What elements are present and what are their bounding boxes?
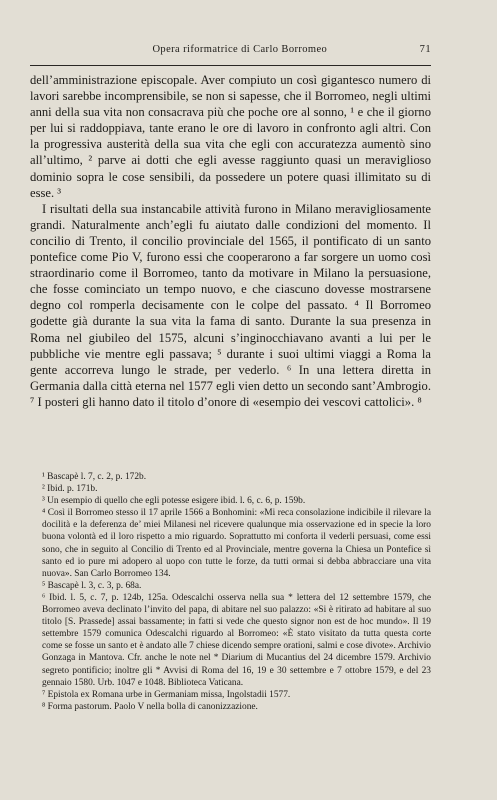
running-title: Opera riformatrice di Carlo Borromeo	[152, 44, 328, 55]
running-header	[30, 44, 431, 55]
footnote: ¹ Bascapè l. 7, c. 2, p. 172b.	[42, 472, 147, 482]
header-rule	[30, 65, 431, 66]
footnote: ⁶ Ibid. l. 5, c. 7, p. 124b, 125a. Odescalchi osserva nella sua * lettera del 12 settembre 1579, che Borromeo aveva declinato l’invito del papa, di abitare nel suo palazzo: «Si è ritirato ad habitare al suo titolo [S. Prassede] assai bassamente; in fatti si vede che questo signor non est de hoc mundo». Il 19 settembre 1579 comunica Odescalchi riguardo al Borromeo: «È stato visitato da tutta questa corte come se fosse un santo et è andato alle 7 chiese dicendo sempre orationi, salmi e cose divote». Archivio Gonzaga in Mantova. Cfr. anche le note nel * Diarium di Mucantius del 24 dicembre 1579. Archivio segreto pontificio; inoltre gli * Avvisi di Roma del 16, 19 e 30 settembre e 7 ottobre 1579, e del 23 gennaio 1580. Urb. 1047 e 1048. Biblioteca Vaticana.	[42, 592, 431, 688]
footnotes	[30, 471, 431, 713]
main-text	[30, 72, 431, 410]
footnote: ⁴ Così il Borromeo stesso il 17 aprile 1566 a Bonhomini: «Mi reca consolazione indicibile il rilevare la docilità e la deferenza de’ miei Milanesi nel ricevere qualunque mia osservazione ed in specie la loro buona volontà ed il loro rispetto a mio riguardo. Soprattutto mi conforta il vederli persuasi, come essi sono, che in seguito al Concilio di Trento ed al Provinciale, mentre governa la Chiesa un Pontefice sì santo ed io pure mi adopero al uopo con tutte le forze, da tutti ormai si debba abbracciare una vita nuova». San Carlo Borromeo 134.	[42, 508, 431, 579]
paragraph: dell’amministrazione episcopale. Aver compiuto un così gigantesco numero di lavori sarebbe incomprensibile, se non si sapesse, che il Borromeo, negli ultimi anni della sua vita non consacrava più che poche ore al sonno, ¹ e che il giorno per lui si raddoppiava, tante erano le ore di lavoro in confronto agli altri. Con la progressiva austerità della sua vita che egli con accuratezza aumentò sino all’ultimo, ² parve ai dotti che egli avesse raggiunto quasi un meraviglioso dominio sopra le cose sensibili, da possedere un potere quasi illimitato su di esse. ³	[30, 73, 431, 200]
footnote: ⁸ Forma pastorum. Paolo V nella bolla di canonizzazione.	[42, 701, 258, 712]
paragraph: I risultati della sua instancabile attività furono in Milano meravigliosamente grandi. Naturalmente anch’egli fu aiutato dalle condizioni del momento. Il concilio di Trento, il concilio provinciale del 1565, il pontificato di un santo pontefice come Pio V, furono essi che cooperarono a far sorgere un uomo così straordinario come il Borromeo, tanto da motivare in Milano la persuasione, che fosse cominciato un tempo nuovo, e che ciascuno dovesse mostrarsene degno col romperla decisamente con le colpe del passato. ⁴ Il Borromeo godette già durante la sua vita la fama di santo. Durante la sua presenza in Roma nel giubileo del 1575, alcuni s’inginocchiavano avanti a lui per le pubbliche vie mentre egli passava; ⁵ durante i suoi ultimi viaggi a Roma la gente accorreva lungo le strade, per vederlo. ⁶ In una lettera diretta in Germania dalla città eterna nel 1577 egli vien detto un secondo sant’Ambrogio. ⁷ I posteri gli hanno dato il titolo d’onore di «esempio dei vescovi cattolici». ⁸	[30, 201, 431, 409]
footnote: ³ Un esempio di quello che egli potesse esigere ibid. l. 6, c. 6, p. 159b.	[42, 496, 306, 507]
footnote: ⁵ Bascapè l. 3, c. 3, p. 68a.	[42, 580, 142, 591]
page-number: 71	[419, 44, 431, 55]
footnote: ⁷ Epistola ex Romana urbe in Germaniam missa, Ingolstadii 1577.	[42, 689, 291, 700]
footnote: ² Ibid. p. 171b.	[42, 484, 98, 495]
